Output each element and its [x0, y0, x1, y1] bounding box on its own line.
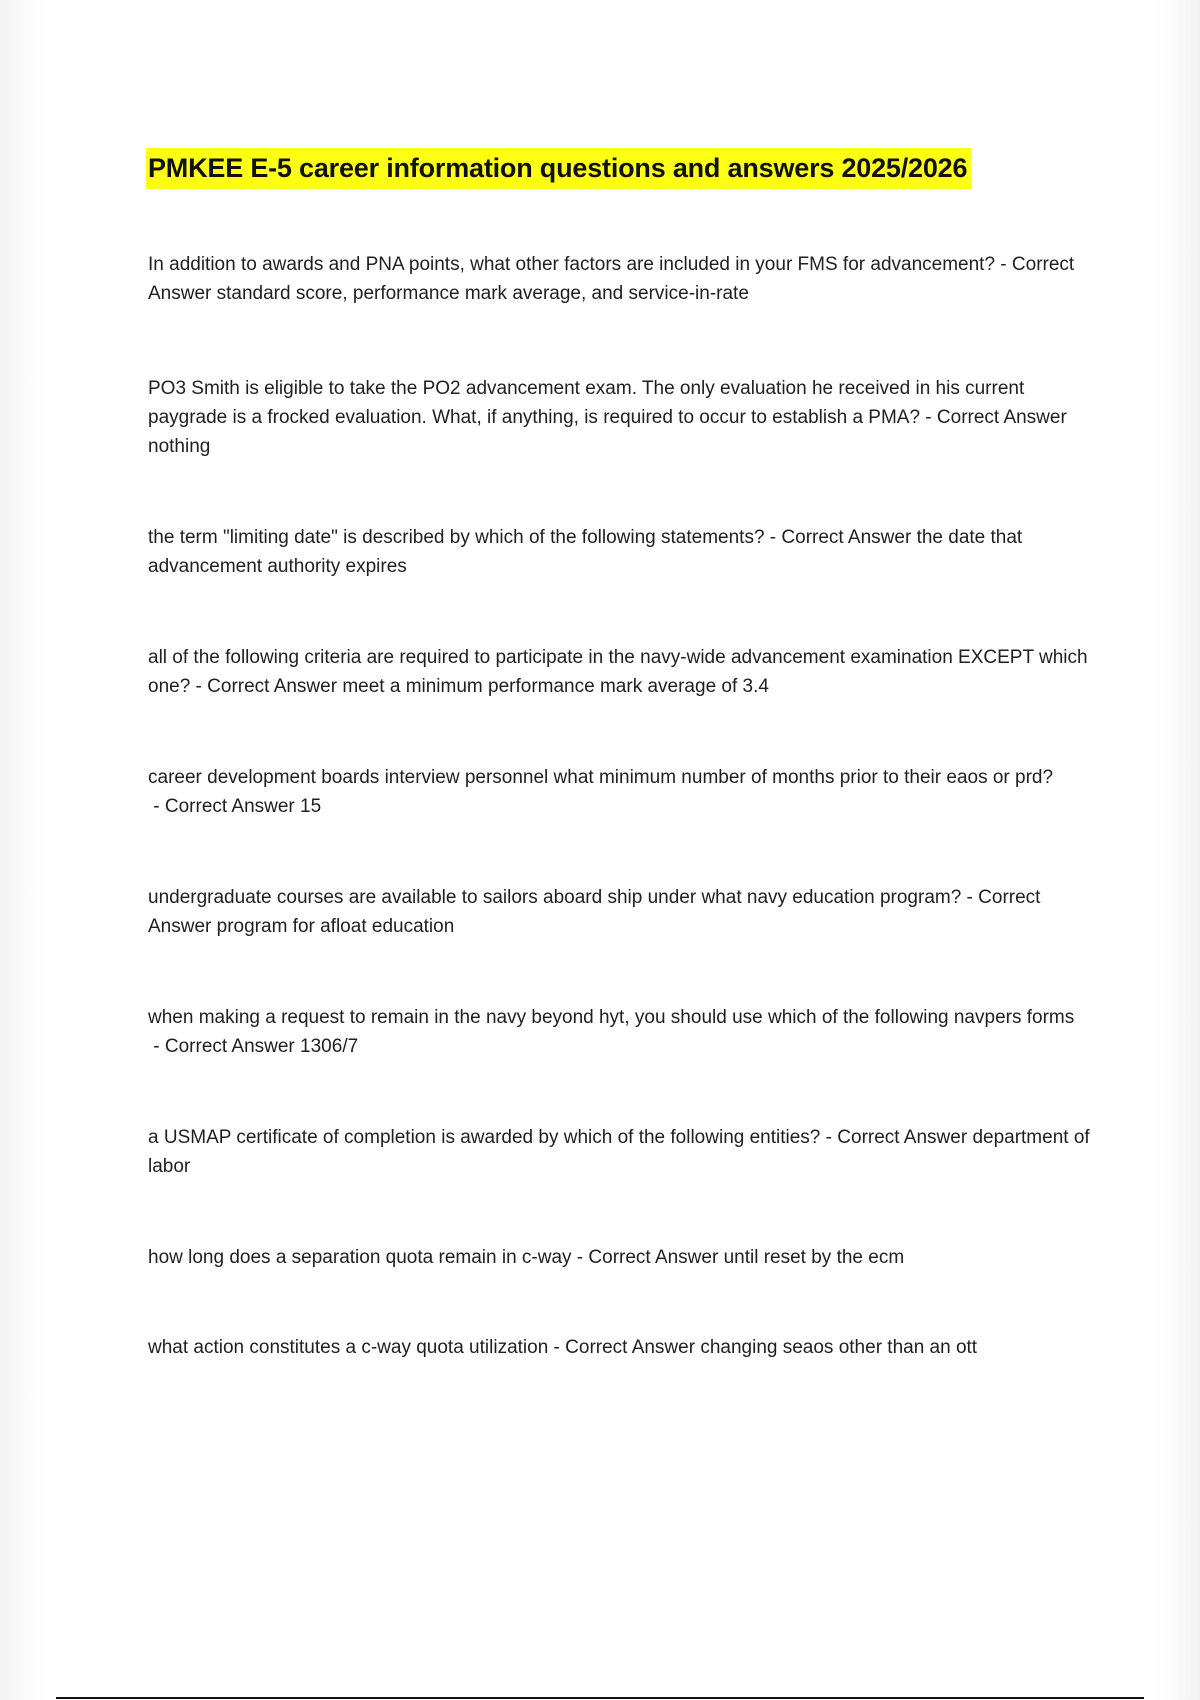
answer-label: Correct Answer	[588, 1247, 719, 1268]
separator: -	[820, 1127, 838, 1148]
question-text: undergraduate courses are available to sailors aboard ship under what navy education program?	[148, 887, 962, 908]
separator: -	[571, 1247, 589, 1268]
separator: -	[764, 527, 782, 548]
answer-label: Correct Answer	[148, 254, 1075, 304]
document-title: PMKEE E-5 career information questions and answers 2025/2026	[146, 148, 971, 189]
question-text: PO3 Smith is eligible to take the PO2 advancement exam. The only evaluation he received in his current paygrade is a frocked evaluation. What, if anything, is required to occur to establish a PMA?	[148, 378, 1025, 428]
qa-item	[148, 374, 1093, 461]
page-left-shadow	[0, 0, 46, 1700]
separator: -	[920, 407, 937, 428]
answer-label: Correct Answer	[837, 1127, 968, 1148]
separator: -	[548, 1337, 566, 1358]
answer-label: Correct Answer	[936, 407, 1067, 428]
qa-item	[148, 763, 1093, 821]
answer-text: changing seaos other than an ott	[700, 1337, 978, 1358]
question-text: all of the following criteria are required to participate in the navy-wide advancement examination EXCEPT which one?	[148, 647, 1088, 697]
answer-text: the date that advancement authority expires	[148, 527, 1023, 577]
separator: -	[995, 254, 1012, 275]
answer-text: nothing	[148, 436, 211, 457]
separator: -	[961, 887, 979, 908]
page-right-shadow	[1154, 0, 1200, 1700]
answer-label: Correct Answer	[164, 796, 295, 817]
answer-text: program for afloat education	[216, 916, 455, 937]
qa-item	[148, 250, 1093, 308]
qa-item	[148, 883, 1093, 941]
separator: -	[190, 676, 208, 697]
separator: -	[148, 1036, 165, 1057]
qa-item	[148, 643, 1093, 701]
question-text: In addition to awards and PNA points, what other factors are included in your FMS for advancement?	[148, 254, 996, 275]
question-text: when making a request to remain in the navy beyond hyt, you should use which of the following navpers forms	[148, 1007, 1075, 1028]
title-block	[146, 148, 971, 189]
separator: -	[148, 796, 165, 817]
qa-item	[148, 1123, 1093, 1181]
question-text: how long does a separation quota remain in c-way	[148, 1247, 572, 1268]
question-text: the term "limiting date" is described by which of the following statements?	[148, 527, 765, 548]
question-text: a USMAP certificate of completion is awarded by which of the following entities?	[148, 1127, 821, 1148]
answer-text: until reset by the ecm	[723, 1247, 905, 1268]
answer-label: Correct Answer	[207, 676, 338, 697]
qa-item	[148, 523, 1093, 581]
question-text: career development boards interview personnel what minimum number of months prior to their eaos or prd?	[148, 767, 1054, 788]
answer-text: 15	[300, 796, 322, 817]
answer-text: standard score, performance mark average, and service-in-rate	[216, 283, 749, 304]
qa-item	[148, 1333, 1093, 1362]
answer-text: 1306/7	[300, 1036, 359, 1057]
answer-text: department of labor	[148, 1127, 1090, 1177]
qa-item	[148, 1003, 1093, 1061]
footer-rule	[56, 1697, 1144, 1699]
answer-label: Correct Answer	[164, 1036, 295, 1057]
answer-label: Correct Answer	[781, 527, 912, 548]
answer-label: Correct Answer	[565, 1337, 696, 1358]
question-text: what action constitutes a c-way quota utilization	[148, 1337, 549, 1358]
qa-item	[148, 1243, 1093, 1272]
answer-label: Correct Answer	[148, 887, 1041, 937]
answer-text: meet a minimum performance mark average of 3.4	[342, 676, 769, 697]
